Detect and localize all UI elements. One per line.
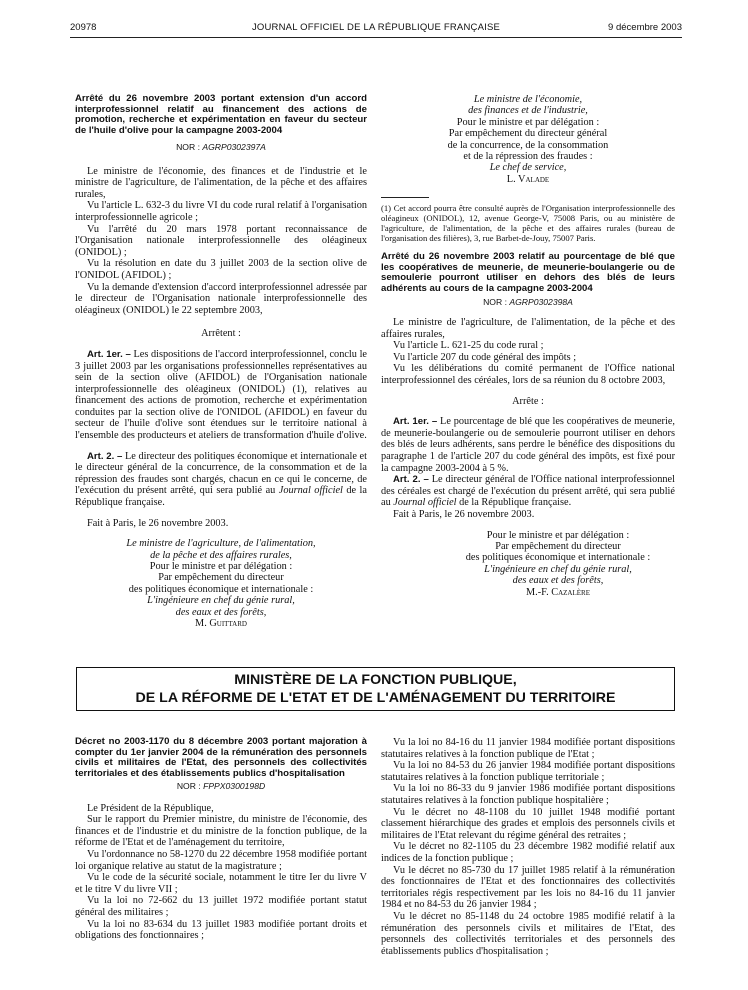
preamble-line: Le ministre de l'agriculture, de l'alimentation, de la pêche et des affaires rurales, — [381, 317, 675, 340]
ministry-banner-line1: MINISTÈRE DE LA FONCTION PUBLIQUE, — [234, 672, 517, 688]
preamble-line: Vu l'arrêté du 20 mars 1978 portant reconnaissance de l'Organisation nationale interprofessionnelle des oléagineux (ONIDOL) ; — [75, 223, 367, 258]
signatory-name: L. Valade — [506, 173, 550, 185]
ministry-banner — [76, 667, 675, 711]
footnote-rule — [381, 197, 429, 198]
signature-line: Par empêchement du directeur — [495, 540, 621, 552]
journal-name: Journal officiel — [393, 497, 457, 509]
article-text: Le directeur des politiques économique et internationale et le directeur général de la concurrence, de la consommation et de la répression des fraudes sont chargés, chacun en ce qui le concerne, de l'exécution du présent arrêté, qui sera publié au — [75, 450, 367, 497]
article-2 — [75, 451, 367, 509]
issue-date: 9 décembre 2003 — [608, 22, 682, 33]
article-2 — [381, 474, 675, 509]
article-label: Art. 1er. – — [87, 348, 131, 360]
signatory-title: des finances et de l'industrie, — [468, 105, 588, 117]
decret-left-column — [75, 737, 367, 942]
article-text: Le pourcentage de blé que les coopératives de meunerie, de meunerie-boulangerie ou de semoulerie pourront utiliser en dehors des blés de leurs adhérents, sans perdre le bénéfice des dispositions du paragraphe 1 de l'article 207 du code général des impôts, est fixé pour la campagne 2003-2004 à 5 %. — [381, 416, 675, 474]
signature-line: L'ingénieure en chef du génie rural, — [484, 563, 632, 575]
signature-line: Le chef de service, — [489, 162, 567, 174]
decret-paragraph: Vu la loi no 84-53 du 26 janvier 1984 modifiée portant dispositions statutaires relatives à la fonction publique territoriale ; — [381, 760, 675, 783]
preamble-line: Vu l'article L. 621-25 du code rural ; — [393, 340, 544, 352]
signature-block — [381, 530, 675, 598]
article-1 — [75, 349, 367, 442]
decret-paragraph: Vu la loi no 84-16 du 11 janvier 1984 modifiée portant dispositions statutaires relatives à la fonction publique de l'Etat ; — [381, 737, 675, 760]
signature-line: Par empêchement du directeur — [158, 572, 284, 584]
arrete-heading: Arrête : — [512, 395, 544, 407]
decret-title: Décret no 2003-1170 du 8 décembre 2003 portant majoration à compter du 1er janvier 2004 de la rémunération des personnels civils et militaires de l'Etat, des personnels des collectivités territoriales et des établissements publics d'hospitalisation — [75, 736, 367, 779]
decret-paragraph: Vu le décret no 82-1105 du 23 décembre 1982 modifié relatif aux indices de la fonction publique ; — [381, 841, 675, 864]
signature-block — [75, 538, 367, 629]
decret-paragraph: Le Président de la République, — [87, 802, 214, 814]
decret-right-column — [381, 737, 675, 957]
decret-paragraph: Vu la loi no 86-33 du 9 janvier 1986 modifiée portant dispositions statutaires relatives à la fonction publique hospitalière ; — [381, 783, 675, 806]
article-label: Art. 2. – — [393, 474, 429, 486]
decret-paragraph: Vu le code de la sécurité sociale, notamment le titre Ier du livre V et le titre V du livre VII ; — [75, 872, 367, 895]
nor-reference — [381, 297, 675, 309]
signature-line: de la concurrence, de la consommation — [447, 139, 609, 151]
decret-paragraph: Vu le décret no 85-1148 du 24 octobre 1985 modifié relatif à la rémunération des personnels civils et militaires de l'Etat, des personnels des collectivités territoriales et des personnels des établissements publics d'hospitalisation ; — [381, 910, 675, 957]
nor-label: NOR : — [176, 781, 201, 791]
fait-a-paris: Fait à Paris, le 26 novembre 2003. — [393, 508, 535, 520]
nor-label: NOR : — [176, 142, 200, 152]
page-header — [70, 22, 682, 36]
signatory-name: M. Guittard — [195, 618, 247, 630]
arretent-heading: Arrêtent : — [201, 328, 241, 340]
article-text: Les dispositions de l'accord interprofessionnel, conclu le 3 juillet 2003 par les organisations professionnelles représentatives au sein de la section olive (AFIDOL) de l'Organisation nationale interprofessionnelle des oléagineux (ONIDOL) (1), relatives au financement des actions de promotion, recherche et expérimentation conduites par la section olive de l'ONIDOL (AFIDOL) en faveur du secteur de l'huile d'olive sont étendues sur le territoire national à l'ensemble des producteurs et ateliers de transformation d'huile d'olive. — [75, 348, 367, 442]
fait-a-paris: Fait à Paris, le 26 novembre 2003. — [87, 517, 229, 529]
article-text-end: de la République française. — [75, 485, 367, 509]
decret-paragraph: Sur le rapport du Premier ministre, du ministre de l'économie, des finances et de l'industrie et du ministre de la fonction publique, de la réforme de l'Etat et de l'aménagement du territoire, — [75, 814, 367, 849]
article-label: Art. 2. – — [87, 450, 123, 462]
nor-code: FPPX0300198D — [203, 781, 266, 791]
nor-code: AGRP0302397A — [202, 142, 266, 152]
preamble-line: Vu la demande d'extension d'accord interprofessionnel adressée par le directeur de l'Organisation nationale interprofessionnelle des oléagineux (ONIDOL) le 22 septembre 2003, — [75, 281, 367, 316]
signatory-title: Le ministre de l'économie, — [473, 94, 583, 105]
header-rule — [70, 37, 682, 38]
nor-code: AGRP0302398A — [509, 297, 573, 308]
signature-line: Pour le ministre et par délégation : — [149, 561, 293, 573]
decret-paragraph: Vu le décret no 85-730 du 17 juillet 1985 relatif à la rémunération des fonctionnaires de l'Etat et des fonctionnaires des collectivités territoriales régis respectivement par les lois no 84-16 du 11 janvier 1984 et no 84-53 du 26 janvier 1984 ; — [381, 864, 675, 911]
decret-paragraph: Vu le décret no 48-1108 du 10 juillet 1948 modifié portant classement hiérarchique des grades et emplois des personnels civils et militaires de l'Etat relevant du régime général des retraites ; — [381, 806, 675, 841]
signature-line: des eaux et des forêts, — [175, 606, 267, 618]
journal-name: Journal officiel — [278, 485, 343, 497]
arrete-olive-title: Arrêté du 26 novembre 2003 portant extension d'un accord interprofessionnel relatif au financement des actions de promotion, recherche et expérimentation en faveur du secteur de l'huile d'olive pour la campagne 2003-2004 — [75, 93, 367, 136]
journal-title: JOURNAL OFFICIEL DE LA RÉPUBLIQUE FRANÇAISE — [251, 22, 501, 33]
arrete-ble-title: Arrêté du 26 novembre 2003 relatif au pourcentage de blé que les coopératives de meunerie, de meunerie-boulangerie ou de semoulerie pourront utiliser en dehors des blés de leurs adhérents au cours de la campagne 2003-2004 — [381, 251, 675, 294]
signature-line: Pour le ministre et par délégation : — [456, 116, 600, 128]
footnote: (1) Cet accord pourra être consulté auprès de l'Organisation interprofessionnelle des oléagineux (ONIDOL), 12, avenue George-V, 75008 Paris, ou au ministère de l'agriculture, de l'alimentation, de la pêche et des affaires rurales (bureau de l'organisation des filières), 3, rue Barbet-de-Jouy, 75007 Paris. — [381, 203, 675, 243]
arrete-olive-column — [75, 94, 367, 629]
signatory-title: de la pêche et des affaires rurales, — [150, 549, 292, 561]
signatory-title: Le ministre de l'agriculture, de l'alimentation, — [126, 538, 316, 550]
article-text: Le directeur général de l'Office national interprofessionnel des céréales est chargé de l'exécution du présent arrêté, qui sera publié au — [381, 474, 675, 509]
signature-line: des politiques économique et internationale : — [128, 583, 314, 595]
nor-label: NOR : — [483, 297, 507, 308]
signature-line: des eaux et des forêts, — [512, 575, 604, 587]
ministry-banner-line2: DE LA RÉFORME DE L'ETAT ET DE L'AMÉNAGEMENT DU TERRITOIRE — [135, 690, 616, 706]
article-1 — [381, 416, 675, 474]
preamble-line: Vu les délibérations du comité permanent de l'Office national interprofessionnel des céréales, lors de sa réunion du 8 octobre 2003, — [381, 363, 675, 386]
page-number: 20978 — [70, 22, 97, 33]
right-column-top — [381, 94, 675, 598]
decret-paragraph: Vu la loi no 83-634 du 13 juillet 1983 modifiée portant droits et obligations des fonctionnaires ; — [75, 918, 367, 942]
signature-line: L'ingénieure en chef du génie rural, — [147, 595, 295, 607]
signature-block — [381, 94, 675, 185]
decret-paragraph: Vu la loi no 72-662 du 13 juillet 1972 modifiée portant statut général des militaires ; — [75, 895, 367, 918]
article-text-end: de la République française. — [456, 497, 572, 509]
preamble-line: Vu l'article 207 du code général des impôts ; — [393, 351, 577, 363]
decret-paragraph: Vu l'ordonnance no 58-1270 du 22 décembre 1958 modifiée portant loi organique relative au statut de la magistrature ; — [75, 848, 367, 872]
nor-reference — [75, 781, 367, 793]
signature-line: des politiques économique et internationale : — [465, 552, 651, 564]
signature-line: Par empêchement du directeur général — [448, 128, 608, 140]
signature-line: et de la répression des fraudes : — [463, 151, 593, 163]
signatory-name: M.-F. Cazalère — [526, 586, 590, 598]
signature-line: Pour le ministre et par délégation : — [486, 529, 630, 541]
nor-reference — [75, 142, 367, 154]
preamble-line: Vu l'article L. 632-3 du livre VI du code rural relatif à l'organisation interprofessionnelle agricole ; — [75, 200, 367, 223]
article-label: Art. 1er. – — [393, 416, 438, 428]
preamble-line: Le ministre de l'économie, des finances et de l'industrie et le ministre de l'agriculture, de l'alimentation, de la pêche et des affaires rurales, — [75, 165, 367, 200]
preamble-line: Vu la résolution en date du 3 juillet 2003 de la section olive de l'ONIDOL (AFIDOL) ; — [75, 258, 367, 281]
